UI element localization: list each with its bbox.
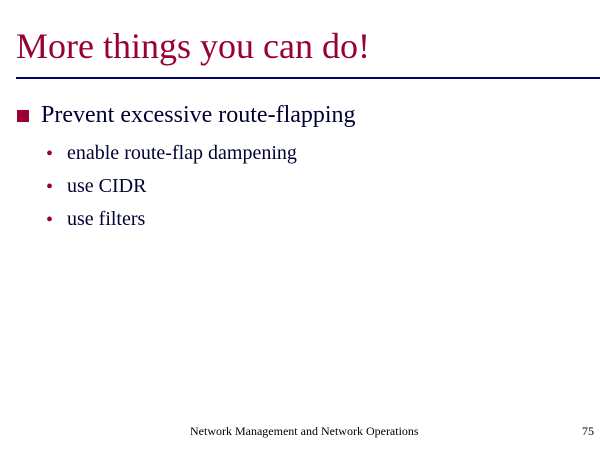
sub-bullet-text: enable route-flap dampening — [67, 142, 297, 164]
dot-bullet-icon: • — [46, 142, 54, 165]
sub-bullet-text: use filters — [67, 208, 146, 230]
sub-bullet — [46, 170, 297, 203]
sub-bullet-text: use CIDR — [67, 175, 147, 197]
page-number: 75 — [582, 424, 594, 438]
dot-bullet-icon: • — [46, 208, 54, 231]
title-divider — [16, 77, 600, 79]
sub-bullet-list — [46, 137, 297, 236]
sub-bullet — [46, 137, 297, 170]
slide-title: More things you can do! — [16, 26, 370, 66]
main-bullet — [16, 100, 356, 130]
main-bullet-text: Prevent excessive route-flapping — [41, 101, 356, 128]
square-bullet-icon — [17, 110, 29, 122]
footer-title: Network Management and Network Operations — [190, 424, 419, 438]
sub-bullet — [46, 203, 297, 236]
slide-footer — [0, 424, 600, 440]
dot-bullet-icon: • — [46, 175, 54, 198]
